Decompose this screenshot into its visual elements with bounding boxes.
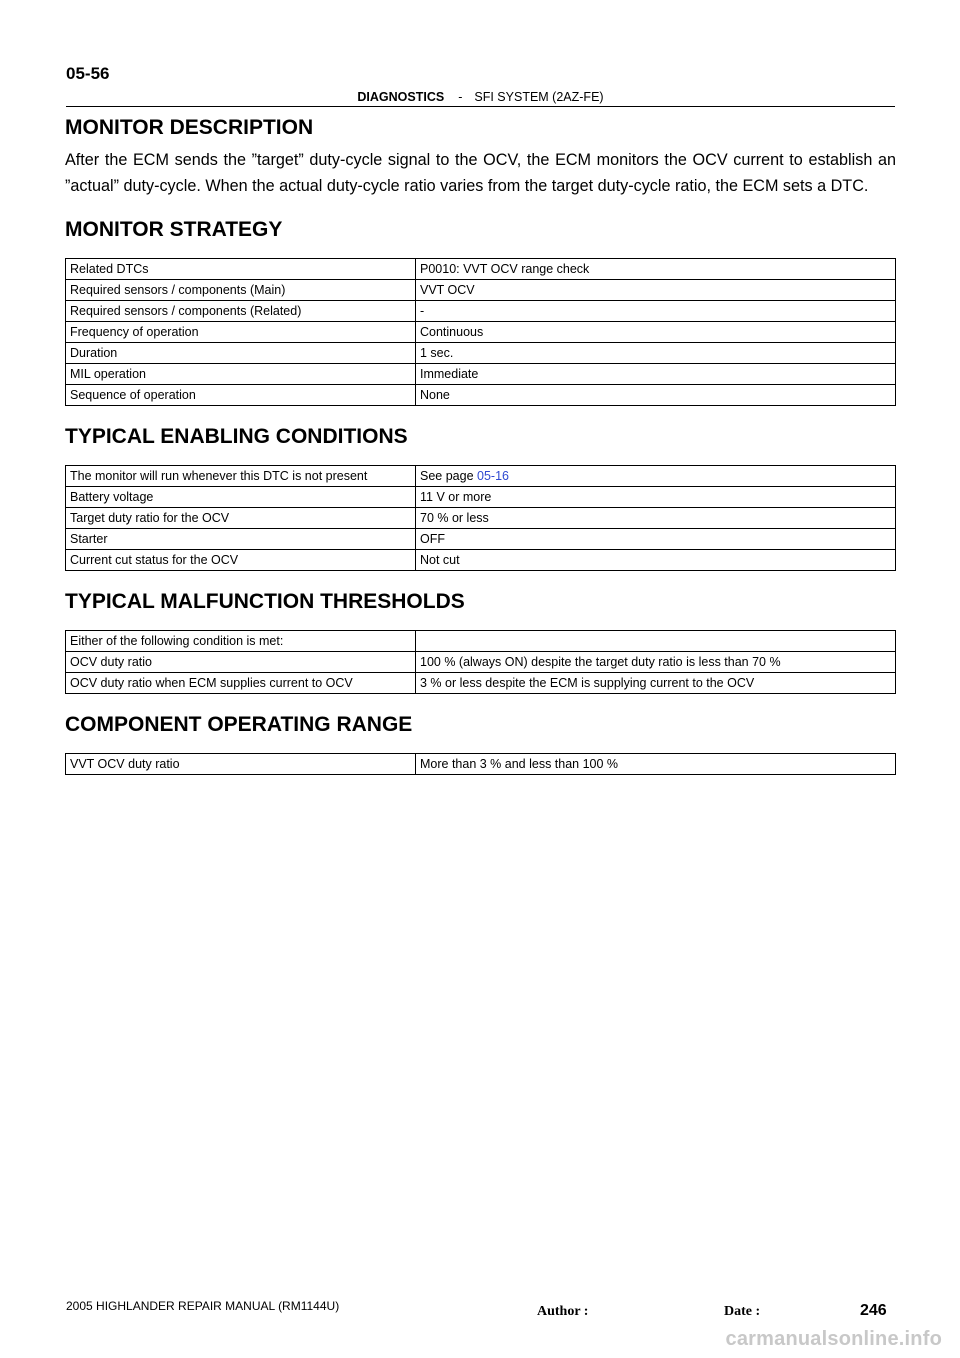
table-cell-value: Immediate: [416, 364, 896, 385]
table-cell-value: 100 % (always ON) despite the target duty ratio is less than 70 %: [416, 652, 896, 673]
table-cell-value: [416, 466, 896, 487]
running-header: [66, 90, 895, 107]
table-cell-value: None: [416, 385, 896, 406]
table-row: [66, 631, 896, 652]
watermark-text: carmanualsonline.info: [725, 1328, 942, 1350]
table-cell-label: Required sensors / components (Related): [66, 301, 416, 322]
table-cell-label: Battery voltage: [66, 487, 416, 508]
monitor-strategy-heading: MONITOR STRATEGY: [65, 218, 283, 241]
footer-page-number: 246: [860, 1302, 887, 1319]
table-row: [66, 280, 896, 301]
table-cell-label: Duration: [66, 343, 416, 364]
table-cell-label: Sequence of operation: [66, 385, 416, 406]
monitor-description-heading: MONITOR DESCRIPTION: [65, 116, 314, 139]
table-cell-label: Required sensors / components (Main): [66, 280, 416, 301]
table-cell-value: -: [416, 301, 896, 322]
footer-date-label: Date :: [724, 1304, 761, 1319]
footer-manual-title: 2005 HIGHLANDER REPAIR MANUAL (RM1144U): [66, 1299, 340, 1313]
table-cell-label: Frequency of operation: [66, 322, 416, 343]
table-row: [66, 487, 896, 508]
table-cell-label: The monitor will run whenever this DTC is not present: [66, 466, 416, 487]
malfunction-thresholds-heading: TYPICAL MALFUNCTION THRESHOLDS: [65, 590, 465, 613]
table-cell-value: OFF: [416, 529, 896, 550]
page-reference-link[interactable]: 05-16: [477, 469, 509, 483]
table-row: [66, 343, 896, 364]
table-row: [66, 673, 896, 694]
header-separator: -: [458, 90, 463, 104]
table-row: [66, 322, 896, 343]
table-row: [66, 529, 896, 550]
table-cell-label: Either of the following condition is met:: [66, 631, 416, 652]
operating-range-heading: COMPONENT OPERATING RANGE: [65, 713, 413, 736]
monitor-description-text: After the ECM sends the ”target” duty-cycle signal to the OCV, the ECM monitors the OCV current to establish an ”actual” duty-cycle. When the actual duty-cycle ratio varies from the target duty-cycle ratio, the ECM sets a DTC.: [65, 151, 896, 195]
table-cell-label: Current cut status for the OCV: [66, 550, 416, 571]
table-row: [66, 754, 896, 775]
table-row: [66, 652, 896, 673]
table-cell-value: 3 % or less despite the ECM is supplying current to the OCV: [416, 673, 896, 694]
table-cell-label: OCV duty ratio: [66, 652, 416, 673]
header-section: DIAGNOSTICS: [357, 90, 445, 104]
header-subsection: SFI SYSTEM (2AZ-FE): [474, 90, 604, 104]
enabling-conditions-heading: TYPICAL ENABLING CONDITIONS: [65, 425, 408, 448]
table-row: [66, 259, 896, 280]
footer-author-label: Author :: [537, 1304, 589, 1319]
table-cell-label: Starter: [66, 529, 416, 550]
table-cell-value: [416, 631, 896, 652]
table-cell-value: 11 V or more: [416, 487, 896, 508]
table-cell-label: Target duty ratio for the OCV: [66, 508, 416, 529]
enabling-conditions-table: [65, 465, 896, 571]
table-cell-value: 70 % or less: [416, 508, 896, 529]
table-row: [66, 364, 896, 385]
table-cell-value: Not cut: [416, 550, 896, 571]
table-row: [66, 550, 896, 571]
table-row: [66, 301, 896, 322]
operating-range-table: [65, 753, 896, 775]
table-cell-value: More than 3 % and less than 100 %: [416, 754, 896, 775]
table-cell-label: Related DTCs: [66, 259, 416, 280]
table-row: [66, 385, 896, 406]
malfunction-thresholds-table: [65, 630, 896, 694]
table-row: [66, 466, 896, 487]
see-page-text: See page: [420, 469, 477, 483]
monitor-strategy-table: [65, 258, 896, 406]
table-cell-label: OCV duty ratio when ECM supplies current to OCV: [66, 673, 416, 694]
table-cell-value: P0010: VVT OCV range check: [416, 259, 896, 280]
table-cell-value: Continuous: [416, 322, 896, 343]
table-cell-value: 1 sec.: [416, 343, 896, 364]
table-cell-label: VVT OCV duty ratio: [66, 754, 416, 775]
table-cell-label: MIL operation: [66, 364, 416, 385]
table-row: [66, 508, 896, 529]
table-cell-value: VVT OCV: [416, 280, 896, 301]
page-content: [65, 115, 896, 775]
page-code: 05-56: [66, 64, 110, 83]
